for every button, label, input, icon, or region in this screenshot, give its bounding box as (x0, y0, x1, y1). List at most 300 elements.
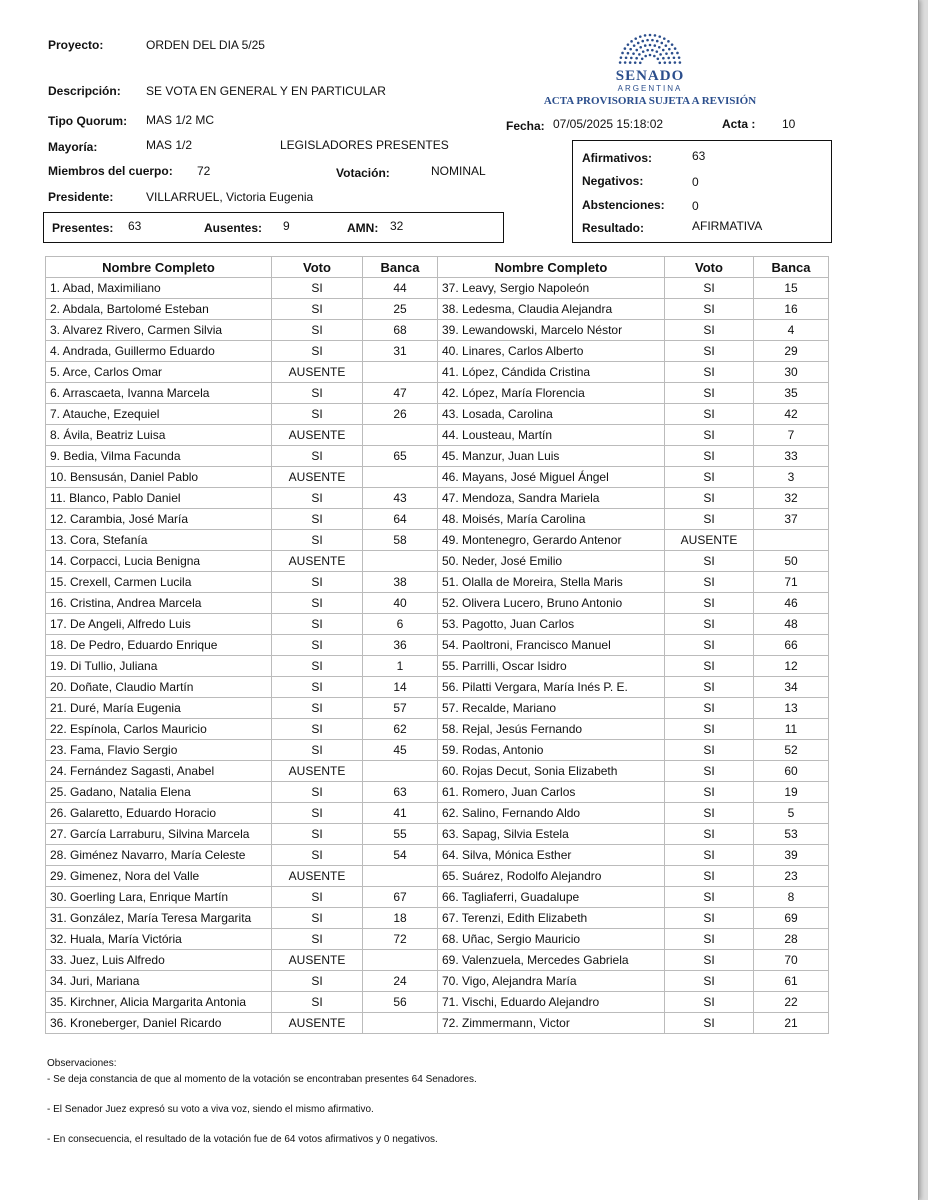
hemicycle-seat-dot (644, 55, 647, 58)
senator-seat: 25 (363, 299, 438, 320)
senator-name: 38. Ledesma, Claudia Alejandra (438, 299, 665, 320)
acta-value: 10 (782, 117, 796, 131)
senator-name: 70. Vigo, Alejandra María (438, 971, 665, 992)
hemicycle-seat-dot (630, 57, 633, 60)
senator-name: 54. Paoltroni, Francisco Manuel (438, 635, 665, 656)
hemicycle-seat-dot (674, 47, 677, 50)
senator-vote: AUSENTE (272, 425, 363, 446)
fecha-value: 07/05/2025 15:18:02 (553, 117, 664, 131)
hemicycle-seat-dot (664, 61, 667, 64)
hemicycle-seat-dot (671, 52, 674, 55)
hemicycle-seat-dot (620, 56, 623, 59)
table-row (46, 908, 829, 929)
votes-table-header (46, 257, 829, 278)
senator-vote: SI (665, 278, 754, 299)
table-row (46, 824, 829, 845)
senator-name: 51. Olalla de Moreira, Stella Maris (438, 572, 665, 593)
hemicycle-seat-dot (658, 46, 661, 49)
senator-seat: 35 (754, 383, 829, 404)
senator-seat: 1 (363, 656, 438, 677)
senator-name: 59. Rodas, Antonio (438, 740, 665, 761)
senator-name: 7. Atauche, Ezequiel (46, 404, 272, 425)
senator-name: 8. Ávila, Beatriz Luisa (46, 425, 272, 446)
senator-name: 52. Olivera Lucero, Bruno Antonio (438, 593, 665, 614)
hemicycle-seat-dot (621, 52, 624, 55)
miembros-label: Miembros del cuerpo: (48, 164, 173, 178)
table-row (46, 383, 829, 404)
senator-seat: 28 (754, 929, 829, 950)
senator-name: 31. González, María Teresa Margarita (46, 908, 272, 929)
senator-name: 4. Andrada, Guillermo Eduardo (46, 341, 272, 362)
senator-vote: SI (665, 509, 754, 530)
senator-seat: 12 (754, 656, 829, 677)
senator-name: 17. De Angeli, Alfredo Luis (46, 614, 272, 635)
table-row (46, 530, 829, 551)
miembros-value: 72 (197, 164, 211, 178)
header-banca: Banca (754, 257, 829, 278)
hemicycle-seat-dot (649, 54, 652, 57)
table-row (46, 320, 829, 341)
presentes-label: Presentes: (52, 221, 114, 235)
senator-seat: 48 (754, 614, 829, 635)
amn-value: 32 (390, 219, 404, 233)
senator-vote: SI (665, 929, 754, 950)
senator-name: 66. Tagliaferri, Guadalupe (438, 887, 665, 908)
senator-seat (754, 530, 829, 551)
senator-seat: 58 (363, 530, 438, 551)
senator-vote: SI (665, 887, 754, 908)
hemicycle-seat-dot (649, 44, 652, 47)
hemicycle-seat-dot (639, 35, 642, 38)
table-row (46, 803, 829, 824)
senator-name: 16. Cristina, Andrea Marcela (46, 593, 272, 614)
senator-vote: SI (665, 866, 754, 887)
senator-seat: 18 (363, 908, 438, 929)
senator-vote: SI (665, 719, 754, 740)
hemicycle-seat-dot (630, 40, 633, 43)
hemicycle-seat-dot (627, 43, 630, 46)
table-row (46, 572, 829, 593)
senator-vote: SI (272, 530, 363, 551)
header-nombre-completo: Nombre Completo (46, 257, 272, 278)
hemicycle-seat-dot (644, 34, 647, 37)
senator-name: 72. Zimmermann, Victor (438, 1013, 665, 1034)
hemicycle-seat-dot (667, 40, 670, 43)
abstenciones-value: 0 (692, 199, 699, 213)
ausentes-value: 9 (283, 219, 290, 233)
senator-name: 5. Arce, Carlos Omar (46, 362, 272, 383)
table-row (46, 404, 829, 425)
senator-vote: SI (665, 698, 754, 719)
mayoria-label: Mayoría: (48, 140, 98, 154)
header-banca: Banca (363, 257, 438, 278)
senator-seat: 42 (754, 404, 829, 425)
senator-seat: 67 (363, 887, 438, 908)
hemicycle-seat-dot (651, 39, 654, 42)
table-row (46, 446, 829, 467)
senator-vote: SI (665, 950, 754, 971)
senator-seat: 34 (754, 677, 829, 698)
senator-seat: 54 (363, 845, 438, 866)
hemicycle-seat-dot (658, 61, 661, 64)
table-row (46, 299, 829, 320)
votacion-label: Votación: (336, 166, 390, 180)
negativos-value: 0 (692, 175, 699, 189)
votes-table (45, 256, 829, 1034)
hemicycle-seat-dot (639, 46, 642, 49)
hemicycle-seat-dot (659, 53, 662, 56)
senator-name: 13. Cora, Stefanía (46, 530, 272, 551)
hemicycle-seat-dot (671, 43, 674, 46)
senate-hemicycle-icon (615, 32, 685, 66)
senator-seat: 43 (363, 488, 438, 509)
proyecto-label: Proyecto: (48, 38, 104, 52)
senado-logo (543, 32, 757, 108)
senator-name: 27. García Larraburu, Silvina Marcela (46, 824, 272, 845)
hemicycle-seat-dot (629, 61, 632, 64)
senator-seat: 24 (363, 971, 438, 992)
senator-vote: SI (272, 341, 363, 362)
senator-seat (363, 425, 438, 446)
hemicycle-seat-dot (678, 56, 681, 59)
descripcion-label: Descripción: (48, 84, 121, 98)
senator-name: 9. Bedia, Vilma Facunda (46, 446, 272, 467)
senator-vote: SI (272, 488, 363, 509)
senator-name: 48. Moisés, María Carolina (438, 509, 665, 530)
hemicycle-seat-dot (641, 57, 644, 60)
senator-vote: SI (665, 656, 754, 677)
negativos-label: Negativos: (582, 174, 644, 188)
senator-seat: 16 (754, 299, 829, 320)
senator-name: 65. Suárez, Rodolfo Alejandro (438, 866, 665, 887)
table-row (46, 1013, 829, 1034)
senator-vote: SI (272, 740, 363, 761)
senator-name: 1. Abad, Maximiliano (46, 278, 272, 299)
table-row (46, 467, 829, 488)
senator-seat: 68 (363, 320, 438, 341)
senator-vote: AUSENTE (272, 362, 363, 383)
senator-name: 68. Uñac, Sergio Mauricio (438, 929, 665, 950)
hemicycle-seat-dot (624, 47, 627, 50)
senator-name: 19. Di Tullio, Juliana (46, 656, 272, 677)
senator-vote: SI (272, 635, 363, 656)
senator-vote: SI (665, 446, 754, 467)
hemicycle-seat-dot (638, 53, 641, 56)
senator-vote: SI (272, 782, 363, 803)
senator-seat: 41 (363, 803, 438, 824)
senator-vote: AUSENTE (272, 467, 363, 488)
senator-vote: SI (272, 824, 363, 845)
senator-seat: 4 (754, 320, 829, 341)
amn-label: AMN: (347, 221, 379, 235)
hemicycle-seat-dot (653, 44, 656, 47)
senator-name: 30. Goerling Lara, Enrique Martín (46, 887, 272, 908)
presidente-label: Presidente: (48, 190, 114, 204)
senator-name: 15. Crexell, Carmen Lucila (46, 572, 272, 593)
senator-name: 6. Arrascaeta, Ivanna Marcela (46, 383, 272, 404)
hemicycle-seat-dot (633, 44, 636, 47)
hemicycle-seat-dot (679, 61, 682, 64)
senator-seat: 21 (754, 1013, 829, 1034)
table-row (46, 551, 829, 572)
senator-name: 47. Mendoza, Sandra Mariela (438, 488, 665, 509)
hemicycle-seat-dot (660, 42, 663, 45)
senator-name: 41. López, Cándida Cristina (438, 362, 665, 383)
senator-name: 34. Juri, Mariana (46, 971, 272, 992)
senator-vote: SI (665, 320, 754, 341)
senator-seat: 52 (754, 740, 829, 761)
senator-name: 37. Leavy, Sergio Napoleón (438, 278, 665, 299)
senator-vote: SI (665, 824, 754, 845)
observaciones (47, 1058, 477, 1146)
senator-name: 35. Kirchner, Alicia Margarita Antonia (46, 992, 272, 1013)
senator-seat: 63 (363, 782, 438, 803)
senator-name: 58. Rejal, Jesús Fernando (438, 719, 665, 740)
senator-vote: AUSENTE (272, 761, 363, 782)
senator-seat: 13 (754, 698, 829, 719)
senator-seat: 31 (363, 341, 438, 362)
afirmativos-value: 63 (692, 149, 706, 163)
senator-name: 24. Fernández Sagasti, Anabel (46, 761, 272, 782)
senado-country: ARGENTINA (617, 84, 683, 93)
senator-seat: 57 (363, 698, 438, 719)
senator-vote: SI (272, 572, 363, 593)
senator-name: 46. Mayans, José Miguel Ángel (438, 467, 665, 488)
senator-seat: 37 (754, 509, 829, 530)
senator-vote: SI (665, 803, 754, 824)
senator-seat: 45 (363, 740, 438, 761)
senator-seat (363, 467, 438, 488)
senator-seat: 44 (363, 278, 438, 299)
senator-name: 60. Rojas Decut, Sonia Elizabeth (438, 761, 665, 782)
table-row (46, 488, 829, 509)
hemicycle-seat-dot (662, 49, 665, 52)
afirmativos-label: Afirmativos: (582, 151, 653, 165)
senator-vote: SI (665, 908, 754, 929)
senator-vote: SI (665, 845, 754, 866)
legisladores-presentes-label: LEGISLADORES PRESENTES (280, 138, 449, 152)
senator-vote: SI (665, 635, 754, 656)
senator-vote: SI (665, 614, 754, 635)
senator-seat: 53 (754, 824, 829, 845)
hemicycle-seat-dot (665, 52, 668, 55)
hemicycle-seat-dot (669, 61, 672, 64)
senator-seat: 60 (754, 761, 829, 782)
senator-name: 25. Gadano, Natalia Elena (46, 782, 272, 803)
senator-name: 36. Kroneberger, Daniel Ricardo (46, 1013, 272, 1034)
table-row (46, 761, 829, 782)
table-row (46, 971, 829, 992)
hemicycle-seat-dot (667, 57, 670, 60)
hemicycle-seat-dot (629, 48, 632, 51)
senator-name: 42. López, María Florencia (438, 383, 665, 404)
senator-name: 10. Bensusán, Daniel Pablo (46, 467, 272, 488)
acta-label: Acta : (722, 117, 756, 131)
senator-seat: 8 (754, 887, 829, 908)
senator-vote: SI (665, 341, 754, 362)
hemicycle-seat-dot (649, 34, 652, 37)
senator-vote: SI (272, 719, 363, 740)
senator-seat: 22 (754, 992, 829, 1013)
senator-seat (363, 950, 438, 971)
table-row (46, 677, 829, 698)
senator-vote: SI (665, 425, 754, 446)
senator-seat: 56 (363, 992, 438, 1013)
hemicycle-seat-dot (651, 49, 654, 52)
senator-vote: SI (272, 614, 363, 635)
table-row (46, 845, 829, 866)
table-row (46, 929, 829, 950)
senator-seat: 30 (754, 362, 829, 383)
senator-name: 2. Abdala, Bartolomé Esteban (46, 299, 272, 320)
senator-name: 12. Carambia, José María (46, 509, 272, 530)
hemicycle-seat-dot (634, 61, 637, 64)
senator-seat: 26 (363, 404, 438, 425)
senator-vote: SI (272, 887, 363, 908)
observaciones-title: Observaciones: (47, 1058, 117, 1069)
votacion-value: NOMINAL (431, 164, 486, 178)
senator-name: 63. Sapag, Silvia Estela (438, 824, 665, 845)
senator-name: 21. Duré, María Eugenia (46, 698, 272, 719)
hemicycle-seat-dot (654, 34, 657, 37)
hemicycle-seat-dot (635, 57, 638, 60)
senator-vote: SI (665, 782, 754, 803)
hemicycle-seat-dot (658, 35, 661, 38)
observacion-line: - Se deja constancia de que al momento de la votación se encontraban presentes 64 Senadores. (47, 1074, 477, 1085)
senator-vote: SI (272, 971, 363, 992)
senator-vote: SI (665, 467, 754, 488)
senator-name: 62. Salino, Fernando Aldo (438, 803, 665, 824)
senator-seat: 62 (363, 719, 438, 740)
senator-vote: SI (665, 992, 754, 1013)
hemicycle-seat-dot (646, 49, 649, 52)
senator-vote: SI (665, 551, 754, 572)
table-row (46, 698, 829, 719)
senator-name: 44. Lousteau, Martín (438, 425, 665, 446)
senator-seat: 23 (754, 866, 829, 887)
senator-seat: 38 (363, 572, 438, 593)
senator-seat: 69 (754, 908, 829, 929)
hemicycle-seat-dot (668, 48, 671, 51)
senator-vote: SI (272, 677, 363, 698)
hemicycle-seat-dot (634, 37, 637, 40)
senator-name: 45. Manzur, Juan Luis (438, 446, 665, 467)
table-row (46, 362, 829, 383)
senator-vote: SI (665, 971, 754, 992)
senator-seat (363, 551, 438, 572)
senator-name: 71. Vischi, Eduardo Alejandro (438, 992, 665, 1013)
senator-seat: 47 (363, 383, 438, 404)
senator-name: 33. Juez, Luis Alfredo (46, 950, 272, 971)
senator-vote: SI (272, 803, 363, 824)
header-voto: Voto (665, 257, 754, 278)
hemicycle-seat-dot (641, 40, 644, 43)
senator-vote: SI (272, 992, 363, 1013)
senator-vote: SI (272, 656, 363, 677)
senator-name: 22. Espínola, Carlos Mauricio (46, 719, 272, 740)
senator-seat: 40 (363, 593, 438, 614)
senator-vote: SI (665, 362, 754, 383)
senator-name: 14. Corpacci, Lucia Benigna (46, 551, 272, 572)
hemicycle-seat-dot (657, 57, 660, 60)
senator-name: 49. Montenegro, Gerardo Antenor (438, 530, 665, 551)
table-row (46, 719, 829, 740)
senator-vote: SI (665, 404, 754, 425)
senator-name: 53. Pagotto, Juan Carlos (438, 614, 665, 635)
senator-vote: SI (665, 299, 754, 320)
senator-seat: 55 (363, 824, 438, 845)
senator-seat: 64 (363, 509, 438, 530)
hemicycle-seat-dot (625, 56, 628, 59)
header-nombre-completo: Nombre Completo (438, 257, 665, 278)
table-row (46, 278, 829, 299)
table-row (46, 341, 829, 362)
proyecto-value: ORDEN DEL DIA 5/25 (146, 38, 265, 52)
senator-vote: SI (272, 593, 363, 614)
hemicycle-seat-dot (663, 37, 666, 40)
senator-name: 43. Losada, Carolina (438, 404, 665, 425)
tipo-quorum-label: Tipo Quorum: (48, 114, 128, 128)
senator-seat: 50 (754, 551, 829, 572)
senator-vote: SI (272, 383, 363, 404)
senator-vote: SI (272, 404, 363, 425)
senator-seat: 32 (754, 488, 829, 509)
table-row (46, 992, 829, 1013)
senator-vote: SI (272, 299, 363, 320)
senator-name: 39. Lewandowski, Marcelo Néstor (438, 320, 665, 341)
senator-vote: SI (272, 698, 363, 719)
senator-seat (363, 761, 438, 782)
hemicycle-seat-dot (635, 49, 638, 52)
senator-seat: 15 (754, 278, 829, 299)
senator-name: 64. Silva, Mónica Esther (438, 845, 665, 866)
senator-name: 32. Huala, María Victória (46, 929, 272, 950)
senator-name: 26. Galaretto, Eduardo Horacio (46, 803, 272, 824)
senator-seat: 33 (754, 446, 829, 467)
senator-seat: 66 (754, 635, 829, 656)
senator-seat: 39 (754, 845, 829, 866)
senator-name: 50. Neder, José Emilio (438, 551, 665, 572)
senator-vote: SI (665, 383, 754, 404)
senator-seat: 6 (363, 614, 438, 635)
observacion-line: - En consecuencia, el resultado de la votación fue de 64 votos afirmativos y 0 negativos. (47, 1134, 438, 1145)
hemicycle-seat-dot (639, 61, 642, 64)
hemicycle-seat-dot (673, 56, 676, 59)
ausentes-label: Ausentes: (204, 221, 263, 235)
senator-seat: 71 (754, 572, 829, 593)
senator-seat: 11 (754, 719, 829, 740)
resultado-value: AFIRMATIVA (692, 219, 763, 233)
hemicycle-seat-dot (665, 44, 668, 47)
hemicycle-seat-dot (637, 42, 640, 45)
hemicycle-seat-dot (674, 61, 677, 64)
senator-vote: SI (272, 446, 363, 467)
hemicycle-seat-dot (644, 44, 647, 47)
senator-name: 55. Parrilli, Oscar Isidro (438, 656, 665, 677)
hemicycle-seat-dot (646, 39, 649, 42)
table-row (46, 782, 829, 803)
senator-seat: 14 (363, 677, 438, 698)
fecha-label: Fecha: (506, 119, 545, 133)
senator-vote: AUSENTE (665, 530, 754, 551)
senator-name: 69. Valenzuela, Mercedes Gabriela (438, 950, 665, 971)
senator-name: 56. Pilatti Vergara, María Inés P. E. (438, 677, 665, 698)
senator-vote: SI (272, 929, 363, 950)
senator-vote: SI (665, 593, 754, 614)
senator-seat: 61 (754, 971, 829, 992)
senator-vote: AUSENTE (272, 1013, 363, 1034)
senator-seat: 36 (363, 635, 438, 656)
